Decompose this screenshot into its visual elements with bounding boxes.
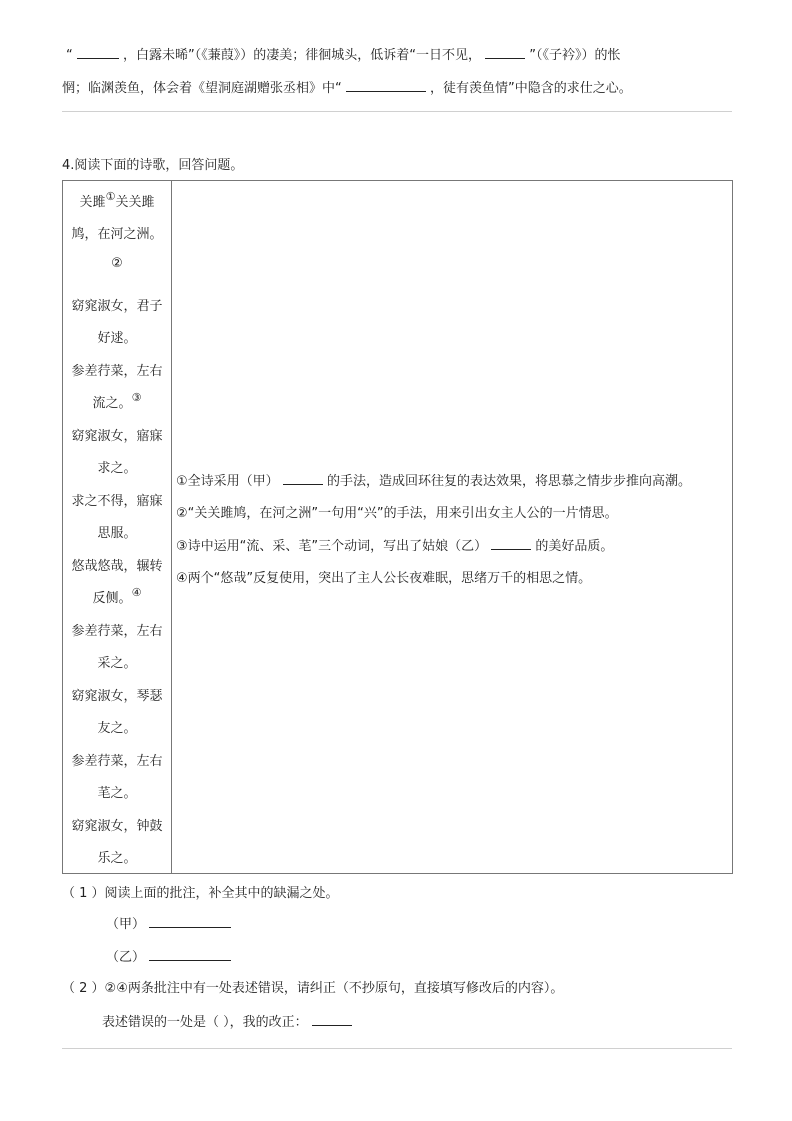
annotation-4: ④两个“悠哉”反复使用，突出了主人公长夜难眠，思绪万千的相思之情。 xyxy=(176,571,592,586)
poem-line: 思服。 xyxy=(97,526,137,541)
poem-line: 求之不得，寤寐 xyxy=(71,494,163,509)
answer-blank[interactable] xyxy=(346,77,426,92)
poem-line: 鸠，在河之洲。 xyxy=(71,227,163,242)
poem-line: 参差荇菜，左右 xyxy=(71,364,163,379)
poem-line: 窈窕淑女，君子 xyxy=(71,299,163,314)
text-segment: ，白露未晞”（《蒹葭》）的凄美；徘徊城头，低诉着“一日不见， xyxy=(123,48,482,63)
poem-line: 参差荇菜，左右 xyxy=(71,754,163,769)
poem-line: 乐之。 xyxy=(97,851,137,866)
poem-line: 求之。 xyxy=(97,461,137,476)
fill-line-1 xyxy=(66,44,621,63)
poem-line: 悠哉悠哉，辗转 xyxy=(71,559,163,574)
poem-line: 芼之。 xyxy=(97,786,137,801)
answer-blank[interactable] xyxy=(77,44,119,59)
question-title: 4.阅读下面的诗歌，回答问题。 xyxy=(62,158,244,173)
poem-line: 采之。 xyxy=(97,656,137,671)
poem-column xyxy=(63,181,172,874)
answer-row-b: （乙） xyxy=(106,946,231,965)
answer-blank[interactable] xyxy=(491,535,531,550)
poem-line: 窈窕淑女，寤寐 xyxy=(71,429,163,444)
poem-line: 友之。 xyxy=(97,721,137,736)
sub-question-2: （ 2 ）②④两条批注中有一处表述错误，请纠正（不抄原句，直接填写修改后的内容）。 xyxy=(62,981,564,996)
answer-blank[interactable] xyxy=(149,946,231,961)
marker-1: ① xyxy=(105,190,116,203)
answer-row-c: 表述错误的一处是（ ），我的改正： xyxy=(102,1011,352,1030)
divider xyxy=(62,111,732,112)
marker-2: ② xyxy=(111,256,123,271)
annotation-3: ③诗中运用“流、采、芼”三个动词，写出了姑娘（乙） 的美好品质。 xyxy=(176,535,613,554)
answer-blank[interactable] xyxy=(485,44,525,59)
text-segment: 惘；临渊羡鱼，体会着《望洞庭湖赠张丞相》中“ xyxy=(62,81,342,96)
text-segment: ”（《子衿》）的怅 xyxy=(529,48,621,63)
answer-blank[interactable] xyxy=(283,470,323,485)
poem-line: 参差荇菜，左右 xyxy=(71,624,163,639)
poem-line: 关雎①关关雎 xyxy=(79,190,155,210)
annotation-1: ①全诗采用（甲） 的手法，造成回环往复的表达效果，将思慕之情步步推向高潮。 xyxy=(176,470,691,489)
answer-blank[interactable] xyxy=(149,913,231,928)
text-segment: ，徒有羡鱼情”中隐含的求仕之心。 xyxy=(430,81,632,96)
fill-line-2 xyxy=(62,77,632,96)
poem-line: 窈窕淑女，钟鼓 xyxy=(71,819,163,834)
divider xyxy=(62,1048,732,1049)
poem-line: 反侧。④ xyxy=(92,586,142,606)
poem-table xyxy=(62,180,733,874)
poem-line: 好逑。 xyxy=(97,331,137,346)
answer-blank[interactable] xyxy=(312,1011,352,1026)
text-segment: “ xyxy=(66,48,73,63)
annotation-2: ②“关关雎鸠，在河之洲”一句用“兴”的手法，用来引出女主人公的一片情思。 xyxy=(176,506,618,521)
answer-row-a: （甲） xyxy=(106,913,231,932)
marker-4: ④ xyxy=(131,586,142,599)
marker-3: ③ xyxy=(131,391,142,404)
sub-question-1: （ 1 ）阅读上面的批注，补全其中的缺漏之处。 xyxy=(62,886,339,901)
annotation-column xyxy=(172,181,733,874)
poem-line: 窈窕淑女，琴瑟 xyxy=(71,689,163,704)
poem-line: 流之。③ xyxy=(92,391,142,411)
